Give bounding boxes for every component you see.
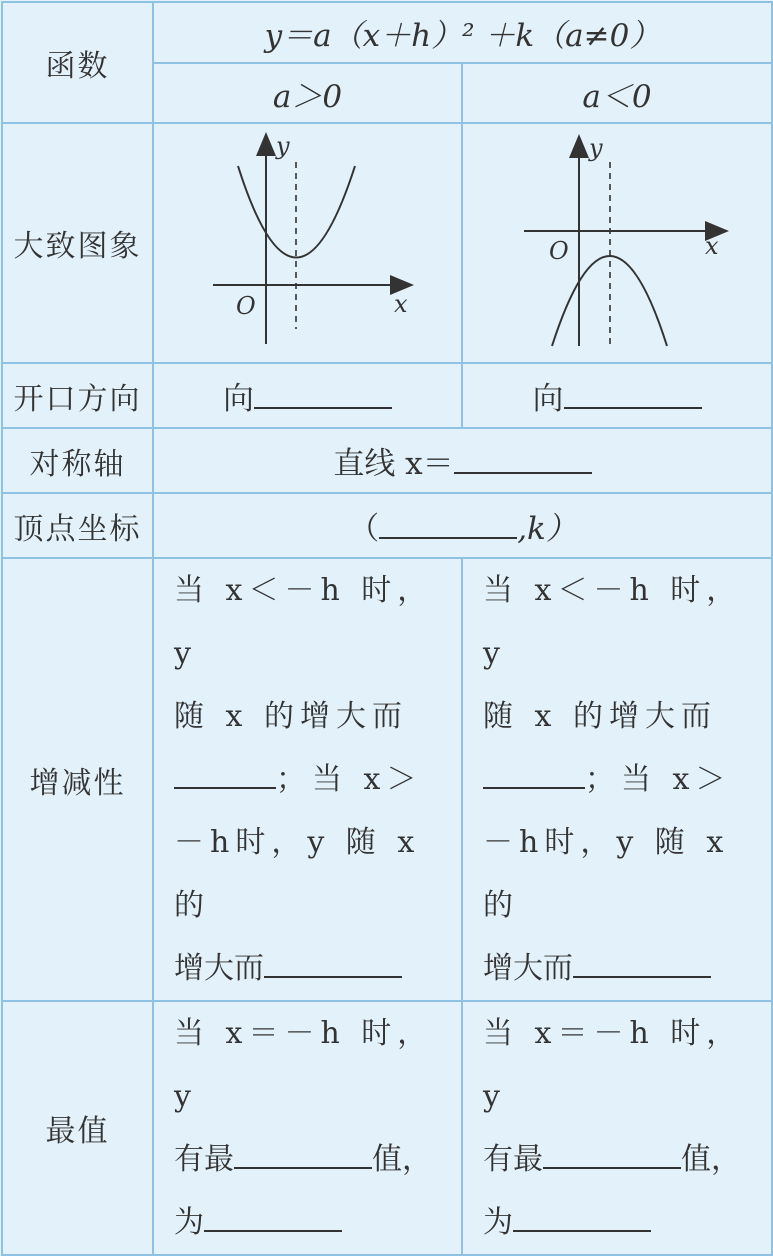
monotonic-line3: ；当 x＞ [585, 762, 732, 797]
row-label-vertex: 顶点坐标 [2, 493, 153, 558]
monotonic-up-cell [153, 558, 462, 1001]
extreme-up-cell [153, 1001, 462, 1255]
header-function-label: 函数 [2, 2, 153, 123]
extreme-blank-1 [234, 1167, 372, 1169]
x-axis-label: x [705, 232, 719, 260]
case-a-negative: a＜0 [462, 63, 772, 123]
monotonic-line5: 增大而 [483, 951, 573, 986]
function-formula: y＝a（x＋h）² ＋k（a≠0） [153, 2, 772, 63]
parabola-up-graph [158, 124, 458, 354]
monotonic-line4: －h时，y 随 x 的 [174, 825, 421, 923]
axis-blank [454, 472, 592, 474]
extreme-line1: 当 x＝－h 时，y [483, 1016, 743, 1114]
extreme-line2-head: 有最 [174, 1142, 234, 1177]
monotonic-line4: －h时，y 随 x 的 [483, 825, 730, 923]
monotonic-blank-1 [174, 787, 276, 789]
opening-prefix: 向 [223, 381, 254, 417]
extreme-line2-head: 有最 [483, 1142, 543, 1177]
extreme-line2-tail: 值， [681, 1142, 741, 1177]
axis-cell [153, 428, 772, 493]
monotonic-blank-2 [573, 976, 711, 978]
monotonic-line5: 增大而 [174, 951, 264, 986]
vertex-cell [153, 493, 772, 558]
opening-prefix: 向 [532, 381, 564, 417]
monotonic-down-cell [462, 558, 772, 1001]
monotonic-line3: ；当 x＞ [276, 762, 423, 797]
origin-label: O [549, 237, 569, 265]
row-label-opening: 开口方向 [2, 363, 153, 428]
opening-blank [564, 407, 702, 409]
opening-blank [254, 407, 392, 409]
monotonic-line1: 当 x＜－h 时，y [483, 573, 743, 671]
monotonic-line1: 当 x＜－h 时，y [174, 573, 434, 671]
monotonic-blank-2 [264, 976, 402, 978]
row-label-graph: 大致图象 [2, 123, 153, 363]
monotonic-line2: 随 x 的增大而 [174, 699, 408, 734]
axis-prefix: 直线 x＝ [333, 446, 454, 482]
opening-up-cell [153, 363, 462, 428]
y-axis-label: y [589, 134, 603, 162]
x-axis-label: x [393, 290, 408, 318]
extreme-line1: 当 x＝－h 时，y [174, 1016, 434, 1114]
parabola-down-graph [467, 124, 767, 354]
extreme-line2-tail: 值， [372, 1142, 432, 1177]
y-axis-label: y [275, 132, 290, 160]
extreme-line3: 为 [174, 1205, 204, 1240]
origin-label: O [235, 292, 256, 320]
vertex-tail: ,k） [517, 511, 577, 547]
row-label-axis: 对称轴 [2, 428, 153, 493]
quadratic-properties-table [1, 1, 773, 1256]
row-label-monotonic: 增减性 [2, 558, 153, 1001]
extreme-blank-2 [204, 1230, 342, 1232]
case-a-positive: a＞0 [153, 63, 462, 123]
extreme-blank-2 [513, 1230, 651, 1232]
graph-downward-cell [462, 123, 772, 363]
opening-down-cell [462, 363, 772, 428]
graph-upward-cell [153, 123, 462, 363]
vertex-open: （ [348, 511, 380, 547]
monotonic-line2: 随 x 的增大而 [483, 699, 717, 734]
extreme-down-cell [462, 1001, 772, 1255]
monotonic-blank-1 [483, 787, 585, 789]
extreme-line3: 为 [483, 1205, 513, 1240]
extreme-blank-1 [543, 1167, 681, 1169]
row-label-extreme: 最值 [2, 1001, 153, 1255]
vertex-blank [379, 537, 517, 539]
